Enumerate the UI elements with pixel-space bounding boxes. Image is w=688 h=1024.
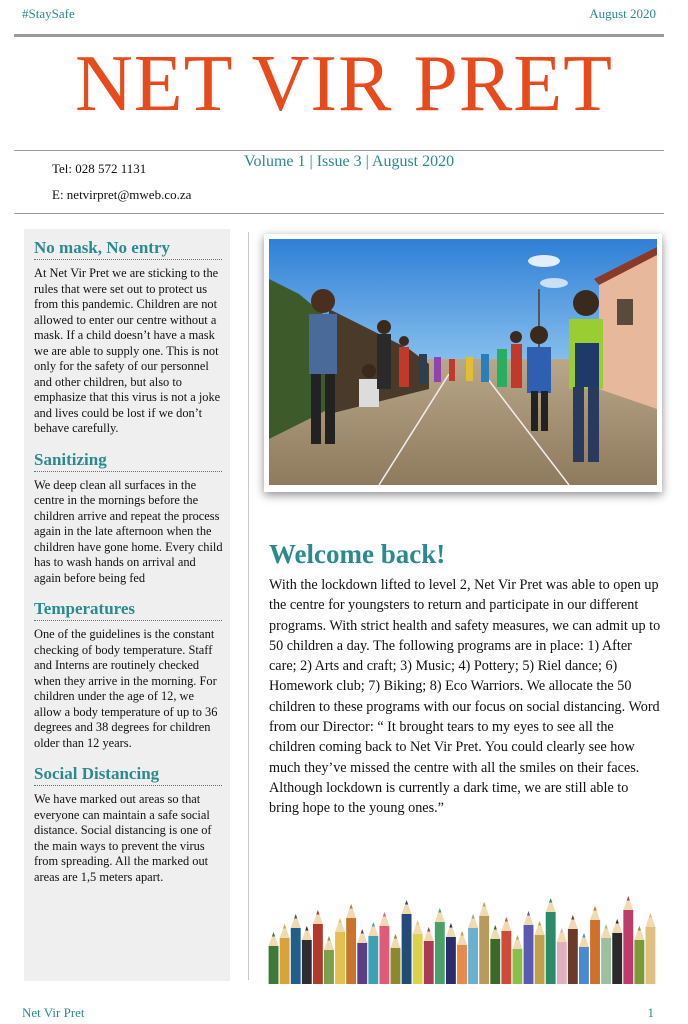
pencil-body <box>512 949 522 984</box>
pencil-body <box>424 941 434 984</box>
sidebar-text-temperatures: One of the guidelines is the constant checking of body temperature. Staff and Interns are routinely checked when they arrive in the morning. For children under the age of 12, we allow a body temperature of up to 36 degrees and 38 degrees for children older than 12 years. <box>34 627 218 750</box>
article-body: With the lockdown lifted to level 2, Net Vir Pret was able to open up the centre for youngsters to return and participate in our different programs. With strict health and safety measures, we can admit up to 50 children a day. The following programs are in place: 1) After care; 2) Arts and craft; 3) Music; 4) Pottery; 5) Riel dance; 6) Homework club; 7) Biking; 8) Eco Warriors. We allocate the 50 children to these programs with our focus on social distancing. Word from our Director: “ It brought tears to my eyes to see all the children coming back to Net Vir Pret. You could clearly see how much they’ve missed the centre with all the smiles on their faces. Although lockdown is currently a dark time, we are still able to bring hope to the young ones.” <box>269 577 661 817</box>
children-queue-photo <box>269 239 657 485</box>
pencil-lead <box>549 898 552 903</box>
pencil-lead <box>394 934 397 939</box>
pencil-lead <box>571 915 574 920</box>
sidebar <box>24 229 230 981</box>
pencil-body <box>413 934 423 984</box>
pencil-lead <box>483 902 486 907</box>
pencil-lead <box>283 924 286 929</box>
sidebar-text-distancing: We have marked out areas so that everyone can maintain a safe social distance. Social distancing is one of the main ways to prevent the virus from spreading. All the marked out areas are 1,5 meters apart. <box>34 792 212 884</box>
sidebar-heading-temperatures: Temperatures <box>34 599 222 621</box>
pencil-lead <box>327 936 330 941</box>
pencil-body <box>368 936 378 984</box>
pencil-body <box>612 933 622 984</box>
contact-tel: Tel: 028 572 1131 <box>52 161 147 176</box>
pencil-body <box>634 940 644 984</box>
pencil-lead <box>416 920 419 925</box>
pencil-body <box>524 925 534 984</box>
pencil-body <box>446 937 456 984</box>
pencil-lead <box>582 933 585 938</box>
pencil-body <box>402 914 412 984</box>
pencil-body <box>579 947 589 984</box>
pencil-lead <box>494 925 497 930</box>
pencil-body <box>324 950 334 984</box>
pencil-lead <box>338 918 341 923</box>
pencil-lead <box>616 919 619 924</box>
pencil-lead <box>449 923 452 928</box>
pencil-body <box>379 926 389 984</box>
pencil-body <box>590 920 600 984</box>
pencil-lead <box>505 917 508 922</box>
sidebar-heading-distancing: Social Distancing <box>34 764 222 786</box>
pencil-body <box>468 928 478 984</box>
pencil-lead <box>638 926 641 931</box>
pencil-body <box>335 932 345 984</box>
sidebar-text-sanitizing: We deep clean all surfaces in the centre in the mornings before the children arrive and repeat the process again in the late afternoon when the children have gone home. Every child has to wash hands on arrival and again before being fed <box>34 477 223 585</box>
sidebar-heading-mask: No mask, No entry <box>34 238 222 260</box>
pencil-lead <box>294 914 297 919</box>
pencil-body <box>601 938 611 984</box>
column-divider <box>248 232 249 980</box>
pencil-body <box>490 939 500 984</box>
pencil-body <box>568 929 578 984</box>
pencil-body <box>457 945 467 984</box>
pencil-body <box>313 924 323 984</box>
sidebar-text-mask: At Net Vir Pret we are sticking to the rules that were set out to protect us from this pandemic. Children are not allowed to enter our centre without a mask. If a child doesn’t have a mask we are able to supply one. This is not only for the safety of our personnel and other children, but also to emphasize that this virus is not a joke and lives could be lost if we don’t behave carefully. <box>34 266 221 435</box>
header-date: August 2020 <box>589 6 656 21</box>
pencil-lead <box>361 929 364 934</box>
pencil-body <box>280 938 290 984</box>
pencil-lead <box>516 935 519 940</box>
footer-name: Net Vir Pret <box>22 1005 85 1020</box>
pencil-lead <box>305 926 308 931</box>
pencil-body <box>546 912 556 984</box>
photo-frame <box>264 234 662 492</box>
issue-info: Volume 1 | Issue 3 | August 2020 <box>244 153 455 170</box>
pencil-body <box>302 940 312 984</box>
pencil-lead <box>605 924 608 929</box>
pencil-lead <box>372 922 375 927</box>
article-title: Welcome back! <box>269 539 446 569</box>
header-hashtag: #StaySafe <box>22 6 75 21</box>
pencil-lead <box>272 932 275 937</box>
masthead-title: NET VIR PRET <box>75 40 613 128</box>
page-number: 1 <box>647 1005 654 1020</box>
pencil-lead <box>405 900 408 905</box>
pencil-lead <box>593 906 596 911</box>
masthead-divider <box>14 150 664 151</box>
pencil-body <box>391 948 401 984</box>
pencil-body <box>291 928 301 984</box>
pencil-body <box>623 910 633 984</box>
pencil-body <box>479 916 489 984</box>
pencil-body <box>535 935 545 984</box>
pencil-lead <box>316 910 319 915</box>
colored-pencils-illustration <box>268 886 656 984</box>
sidebar-heading-sanitizing: Sanitizing <box>34 450 222 472</box>
pencil-body <box>557 942 567 984</box>
pencil-lead <box>627 896 630 901</box>
pencil-body <box>435 922 445 984</box>
pencil-body <box>501 931 511 984</box>
pencil-lead <box>427 927 430 932</box>
pencil-body <box>357 943 367 984</box>
pencil-lead <box>460 931 463 936</box>
pencil-lead <box>438 908 441 913</box>
pencil-lead <box>471 914 474 919</box>
pencil-lead <box>560 928 563 933</box>
pencil-lead <box>383 912 386 917</box>
pencil-body <box>646 927 656 984</box>
pencil-lead <box>538 921 541 926</box>
pencil-body <box>269 946 279 984</box>
contact-email: E: netvirpret@mweb.co.za <box>52 187 192 202</box>
pencil-lead <box>350 904 353 909</box>
pencil-lead <box>527 911 530 916</box>
header-divider <box>14 34 664 37</box>
pencil-lead <box>649 913 652 918</box>
pencil-body <box>346 918 356 984</box>
contact-divider <box>14 213 664 214</box>
